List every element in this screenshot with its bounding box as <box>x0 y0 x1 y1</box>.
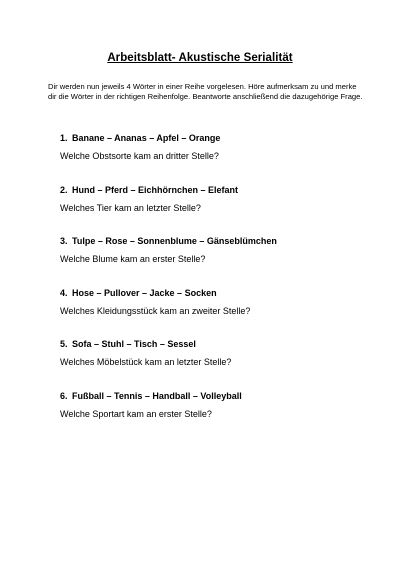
intro-paragraph: Dir werden nun jeweils 4 Wörter in einer Reihe vorgelesen. Höre aufmerksam zu und merke dir die Wörter in der richtigen Reihenfolge. Beantworte anschließend die dazugehörige Frage. <box>48 82 363 102</box>
task-list <box>60 132 380 420</box>
task-word-sequence: Sofa – Stuhl – Tisch – Sessel <box>72 339 196 349</box>
task-number: 4. <box>60 287 68 298</box>
task-question: Welches Möbelstück kam an letzter Stelle? <box>60 357 232 367</box>
task-item <box>60 235 380 265</box>
task-number: 3. <box>60 236 68 246</box>
task-number: 1. <box>60 133 68 143</box>
task-item <box>60 184 380 214</box>
task-word-sequence: Banane – Ananas – Apfel – Orange <box>72 133 221 143</box>
task-words <box>60 235 380 247</box>
task-question: Welche Obstsorte kam an dritter Stelle? <box>60 151 219 161</box>
task-question: Welche Sportart kam an erster Stelle? <box>60 408 212 419</box>
task-question: Welche Blume kam an erster Stelle? <box>60 254 206 264</box>
task-word-sequence: Hund – Pferd – Eichhörnchen – Elefant <box>72 184 239 195</box>
task-word-sequence: Tulpe – Rose – Sonnenblume – Gänseblümchen <box>72 236 277 246</box>
task-question: Welches Tier kam an letzter Stelle? <box>60 202 201 213</box>
task-word-sequence: Hose – Pullover – Jacke – Socken <box>72 287 217 298</box>
task-words <box>60 338 380 350</box>
task-number: 5. <box>60 339 68 349</box>
task-word-sequence: Fußball – Tennis – Handball – Volleyball <box>72 390 242 401</box>
task-item <box>60 132 380 162</box>
task-item <box>60 390 380 420</box>
task-words <box>60 390 380 402</box>
task-item <box>60 338 380 368</box>
task-number: 6. <box>60 390 68 401</box>
task-words <box>60 132 380 144</box>
task-words <box>60 287 380 299</box>
task-words <box>60 184 380 196</box>
task-question: Welches Kleidungsstück kam an zweiter Stelle? <box>60 305 251 316</box>
worksheet-title: Arbeitsblatt- Akustische Serialität <box>107 52 293 64</box>
task-number: 2. <box>60 184 68 195</box>
task-item <box>60 287 380 317</box>
